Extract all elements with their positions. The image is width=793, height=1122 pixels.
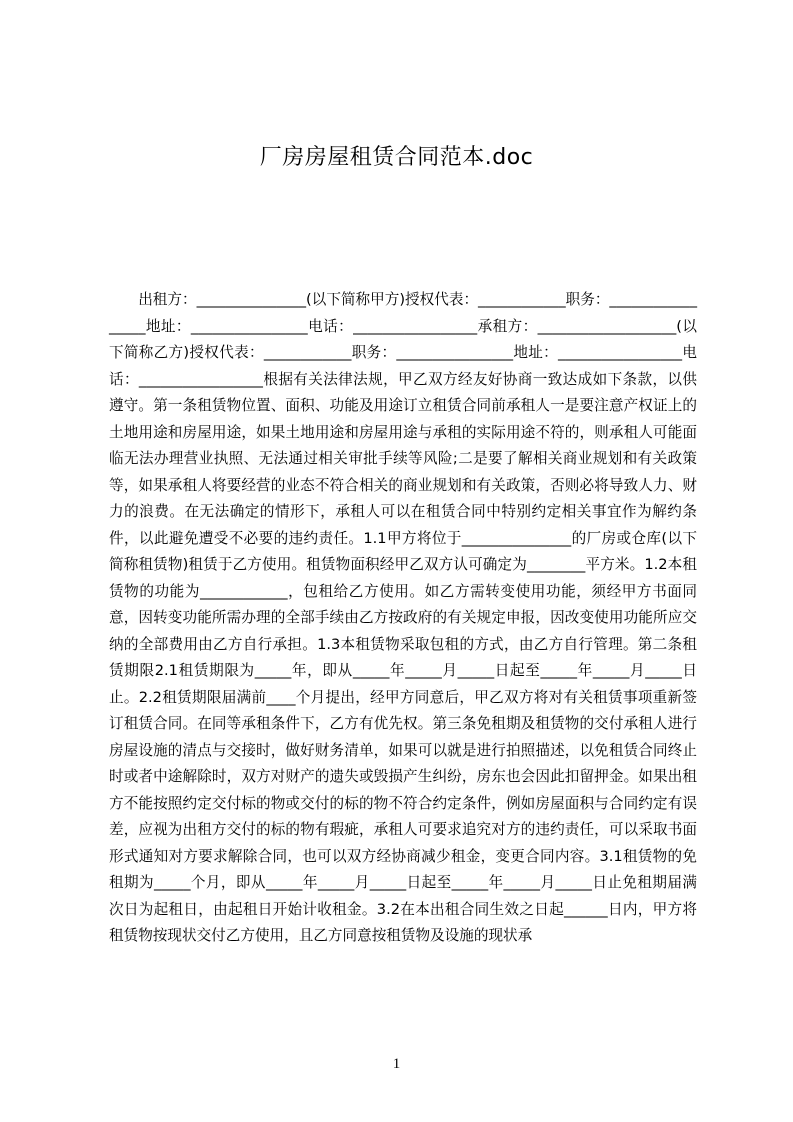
document-title: 厂房房屋租赁合同范本.doc — [259, 145, 534, 170]
contract-body-text: 出租方：_______________(以下简称甲方)授权代表：____________职务：_________________地址：________________电话：_________________承租方：___________________(以下简称乙方)授权代表：____________职务：________________地址：_________________电话：_________________根据有关法律法规，甲乙双方经友好协商一致达成如下条款，以供遵守。第一条租赁物位置、面积、功能及用途订立租赁合同前承租人一是要注意产权证上的土地用途和房屋用途，如果土地用途和房屋用途与承租的实际用途不符的，则承租人可能面临无法办理营业执照、无法通过相关审批手续等风险;二是要了解相关商业规划和有关政策等，如果承租人将要经营的业态不符合相关的商业规划和有关政策，否则必将导致人力、财力的浪费。在无法确定的情形下，承租人可以在租赁合同中特别约定相关事宜作为解约条件，以此避免遭受不必要的违约责任。1.1甲方将位于_______________的厂房或仓库(以下简称租赁物)租赁于乙方使用。租赁物面积经甲乙双方认可确定为________平方米。1.2本租赁物的功能为____________，包租给乙方使用。如乙方需转变使用功能，须经甲方书面同意，因转变功能所需办理的全部手续由乙方按政府的有关规定申报，因改变使用功能所应交纳的全部费用由乙方自行承担。1.3本租赁物采取包租的方式，由乙方自行管理。第二条租赁期限2.1租赁期限为_____年，即从_____年_____月_____日起至_____年_____月_____日止。2.2租赁期限届满前____个月提出，经甲方同意后，甲乙双方将对有关租赁事项重新签订租赁合同。在同等承租条件下，乙方有优先权。第三条免租期及租赁物的交付承租人进行房屋设施的清点与交接时，做好财务清单，如果可以就是进行拍照描述，以免租赁合同终止时或者中途解除时，双方对财产的遗失或毁损产生纠纷，房东也会因此扣留押金。如果出租方不能按照约定交付标的物或交付的标的物不符合约定条件，例如房屋面积与合同约定有误差，应视为出租方交付的标的物有瑕疵，承租人可要求追究对方的违约责任，可以采取书面形式通知对方要求解除合同，也可以双方经协商减少租金，变更合同内容。3.1租赁物的免租期为_____个月，即从_____年_____月_____日起至_____年_____月_____日止免租期届满次日为起租日，由起租日开始计收租金。3.2在本出租合同生效之日起______日内，甲方将租赁物按现状交付乙方使用，且乙方同意按租赁物及设施的现状承 — [109, 291, 697, 944]
page-number: 1 — [392, 1056, 401, 1072]
